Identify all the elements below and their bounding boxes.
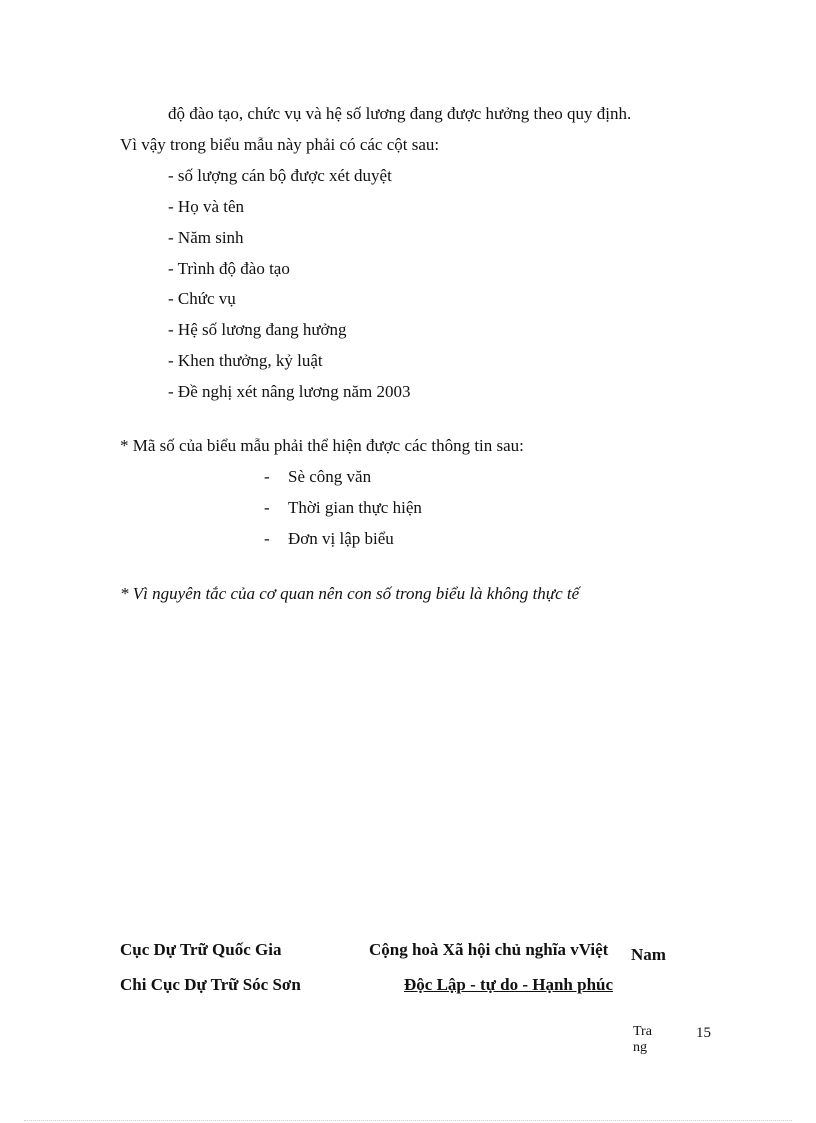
sub-agency-name: Chi Cục Dự Trữ Sóc Sơn xyxy=(120,975,301,994)
bullet-dash: - xyxy=(264,529,270,548)
code-item: Đơn vị lập biểu xyxy=(288,529,394,548)
bullet-dash: - xyxy=(264,498,270,517)
italic-note: * Vì nguyên tắc của cơ quan nên con số trong biểu là không thực tế xyxy=(120,584,580,603)
paragraph-line-2: Vì vậy trong biểu mẫu này phải có các cột sau: xyxy=(120,135,440,154)
national-title-tail: Nam xyxy=(631,945,666,964)
column-item: - Họ và tên xyxy=(168,197,245,216)
national-motto: Độc Lập - tự do - Hạnh phúc xyxy=(404,975,614,994)
code-item: Sè công văn xyxy=(288,467,372,486)
national-title: Cộng hoà Xã hội chủ nghĩa vViệt xyxy=(369,940,609,959)
column-item: - Chức vụ xyxy=(168,289,236,308)
code-section-intro: * Mã số của biểu mẫu phải thể hiện được các thông tin sau: xyxy=(120,436,524,455)
column-item: - Khen thưởng, kỷ luật xyxy=(168,351,323,370)
column-item: - Năm sinh xyxy=(168,228,244,247)
code-item: Thời gian thực hiện xyxy=(288,498,422,517)
footer-rule xyxy=(24,1120,792,1121)
agency-name: Cục Dự Trữ Quốc Gia xyxy=(120,940,282,959)
column-item: - Hệ số lương đang hưởng xyxy=(168,320,347,339)
bullet-dash: - xyxy=(264,467,270,486)
column-item: - Đề nghị xét nâng lương năm 2003 xyxy=(168,382,411,401)
paragraph-line-1: độ đào tạo, chức vụ và hệ số lương đang được hưởng theo quy định. xyxy=(168,104,632,123)
page-label: Trang xyxy=(633,1024,652,1055)
page-number: 15 xyxy=(696,1025,711,1041)
column-item: - Trình độ đào tạo xyxy=(168,259,290,278)
column-item: - số lượng cán bộ được xét duyệt xyxy=(168,166,392,185)
